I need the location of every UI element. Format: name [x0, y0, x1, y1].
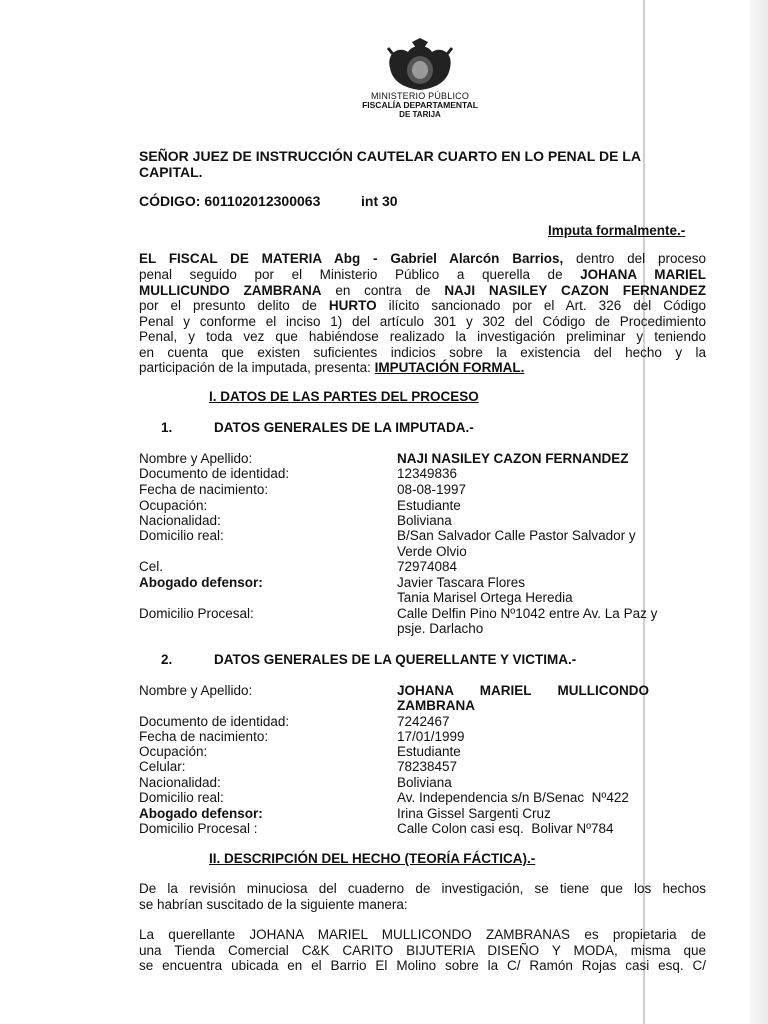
intro-line-7: en cuenta que existen suficientes indicios sobre la existencia del hecho y la: [139, 345, 706, 360]
facts-p1-line-1: De la revisión minuciosa del cuaderno de investigación, se tiene que los hechos: [139, 881, 706, 896]
field-label: Domicilio real:: [139, 790, 224, 805]
intro-line-6: Penal, y toda vez que habiéndose realizado la investigación preliminar y teniendo: [139, 329, 706, 344]
subject-line: Imputa formalmente.-: [548, 223, 686, 238]
field-label: Nacionalidad:: [139, 513, 221, 528]
field-value-cont: ZAMBRANA: [397, 698, 475, 713]
subsection-1-title: DATOS GENERALES DE LA IMPUTADA.-: [214, 420, 474, 435]
letterhead: [340, 38, 500, 119]
field-value: Estudiante: [397, 498, 461, 513]
org-line-1: MINISTERIO PÚBLICO: [370, 91, 470, 101]
field-value: Boliviana: [397, 513, 452, 528]
field-label: Celular:: [139, 759, 186, 774]
field-value: Calle Delfin Pino Nº1042 entre Av. La Paz y: [397, 606, 658, 621]
field-value-cont: psje. Darlacho: [397, 621, 484, 636]
intro-line-1: EL FISCAL DE MATERIA Abg - Gabriel Alarcón Barrios, dentro del proceso: [139, 251, 706, 266]
field-label: Domicilio Procesal:: [139, 606, 254, 621]
field-label: Documento de identidad:: [139, 714, 290, 729]
subsection-1-number: 1.: [161, 420, 173, 435]
facts-p2-line-1: La querellante JOHANA MARIEL MULLICONDO ZAMBRANAS es propietaria de: [139, 927, 706, 942]
facts-p2-line-2: una Tienda Comercial C&K CARITO BIJUTERIA DISEÑO Y MODA, misma que: [139, 943, 706, 958]
field-value: 78238457: [397, 759, 458, 774]
field-value: 12349836: [397, 466, 458, 481]
field-value: Calle Colon casi esq. Bolivar Nº784: [397, 821, 614, 836]
addressee-line-1: SEÑOR JUEZ DE INSTRUCCIÓN CAUTELAR CUARTO EN LO PENAL DE LA: [139, 148, 641, 164]
field-value: B/San Salvador Calle Pastor Salvador y: [397, 528, 636, 543]
intro-line-5: Penal y conforme el inciso 1) del artículo 301 y 302 del Código de Procedimiento: [139, 314, 706, 329]
field-value-cont: Tania Marisel Ortega Heredia: [397, 590, 573, 605]
subsection-2-title: DATOS GENERALES DE LA QUERELLANTE Y VICTIMA.-: [214, 652, 577, 667]
coat-of-arms-seal-icon: [382, 38, 458, 92]
field-value: Boliviana: [397, 775, 452, 790]
field-value: Estudiante: [397, 744, 461, 759]
field-value: 17/01/1999: [397, 729, 465, 744]
field-label: Domicilio Procesal :: [139, 821, 258, 836]
case-int: int 30: [361, 193, 398, 209]
field-label: Abogado defensor:: [139, 806, 263, 821]
case-code: CÓDIGO: 601102012300063: [139, 193, 321, 209]
org-line-3: DE TARIJA: [399, 110, 441, 119]
facts-p2-line-3: se encuentra ubicada en el Barrio El Molino sobre la C/ Ramón Rojas casi esq. C/: [139, 958, 706, 973]
field-value: 7242467: [397, 714, 450, 729]
field-label: Nacionalidad:: [139, 775, 221, 790]
subsection-2-number: 2.: [161, 652, 173, 667]
field-value: 72974084: [397, 559, 458, 574]
field-label: Ocupación:: [139, 744, 208, 759]
field-value: NAJI NASILEY CAZON FERNANDEZ: [397, 451, 629, 466]
field-label: Nombre y Apellido:: [139, 451, 253, 466]
field-label: Cel.: [139, 559, 164, 574]
field-label: Fecha de nacimiento:: [139, 482, 269, 497]
field-label: Nombre y Apellido:: [139, 683, 253, 698]
field-value: Javier Tascara Flores: [397, 575, 526, 590]
field-value: Irina Gissel Sargenti Cruz: [397, 806, 551, 821]
field-value-cont: Verde Olvio: [397, 544, 467, 559]
field-label: Fecha de nacimiento:: [139, 729, 269, 744]
addressee-line-2: CAPITAL.: [139, 164, 203, 180]
section-1-title: I. DATOS DE LAS PARTES DEL PROCESO: [209, 389, 479, 404]
intro-line-4: por el presunto delito de HURTO ilícito sancionado por el Art. 326 del Código: [139, 298, 706, 313]
scan-fold-line: [643, 0, 645, 1024]
field-label: Abogado defensor:: [139, 575, 263, 590]
intro-line-2: penal seguido por el Ministerio Público a querella de JOHANA MARIEL: [139, 267, 706, 282]
field-label: Documento de identidad:: [139, 466, 290, 481]
facts-p1-line-2: se habrían suscitado de la siguiente manera:: [139, 897, 408, 912]
field-value: 08-08-1997: [397, 482, 467, 497]
section-2-title: II. DESCRIPCIÓN DEL HECHO (TEORÍA FÁCTICA).-: [209, 851, 536, 866]
field-value: JOHANA MARIEL MULLICONDO: [397, 683, 650, 698]
field-value: Av. Independencia s/n B/Senac Nº422: [397, 790, 629, 805]
field-label: Domicilio real:: [139, 528, 224, 543]
intro-line-3: MULLICUNDO ZAMBRANA en contra de NAJI NASILEY CAZON FERNANDEZ: [139, 283, 706, 298]
field-label: Ocupación:: [139, 498, 208, 513]
scan-edge: [750, 0, 768, 1024]
intro-line-8: participación de la imputada, presenta: IMPUTACIÓN FORMAL.: [139, 360, 525, 375]
org-line-2: FISCALÍA DEPARTAMENTAL: [362, 100, 478, 110]
